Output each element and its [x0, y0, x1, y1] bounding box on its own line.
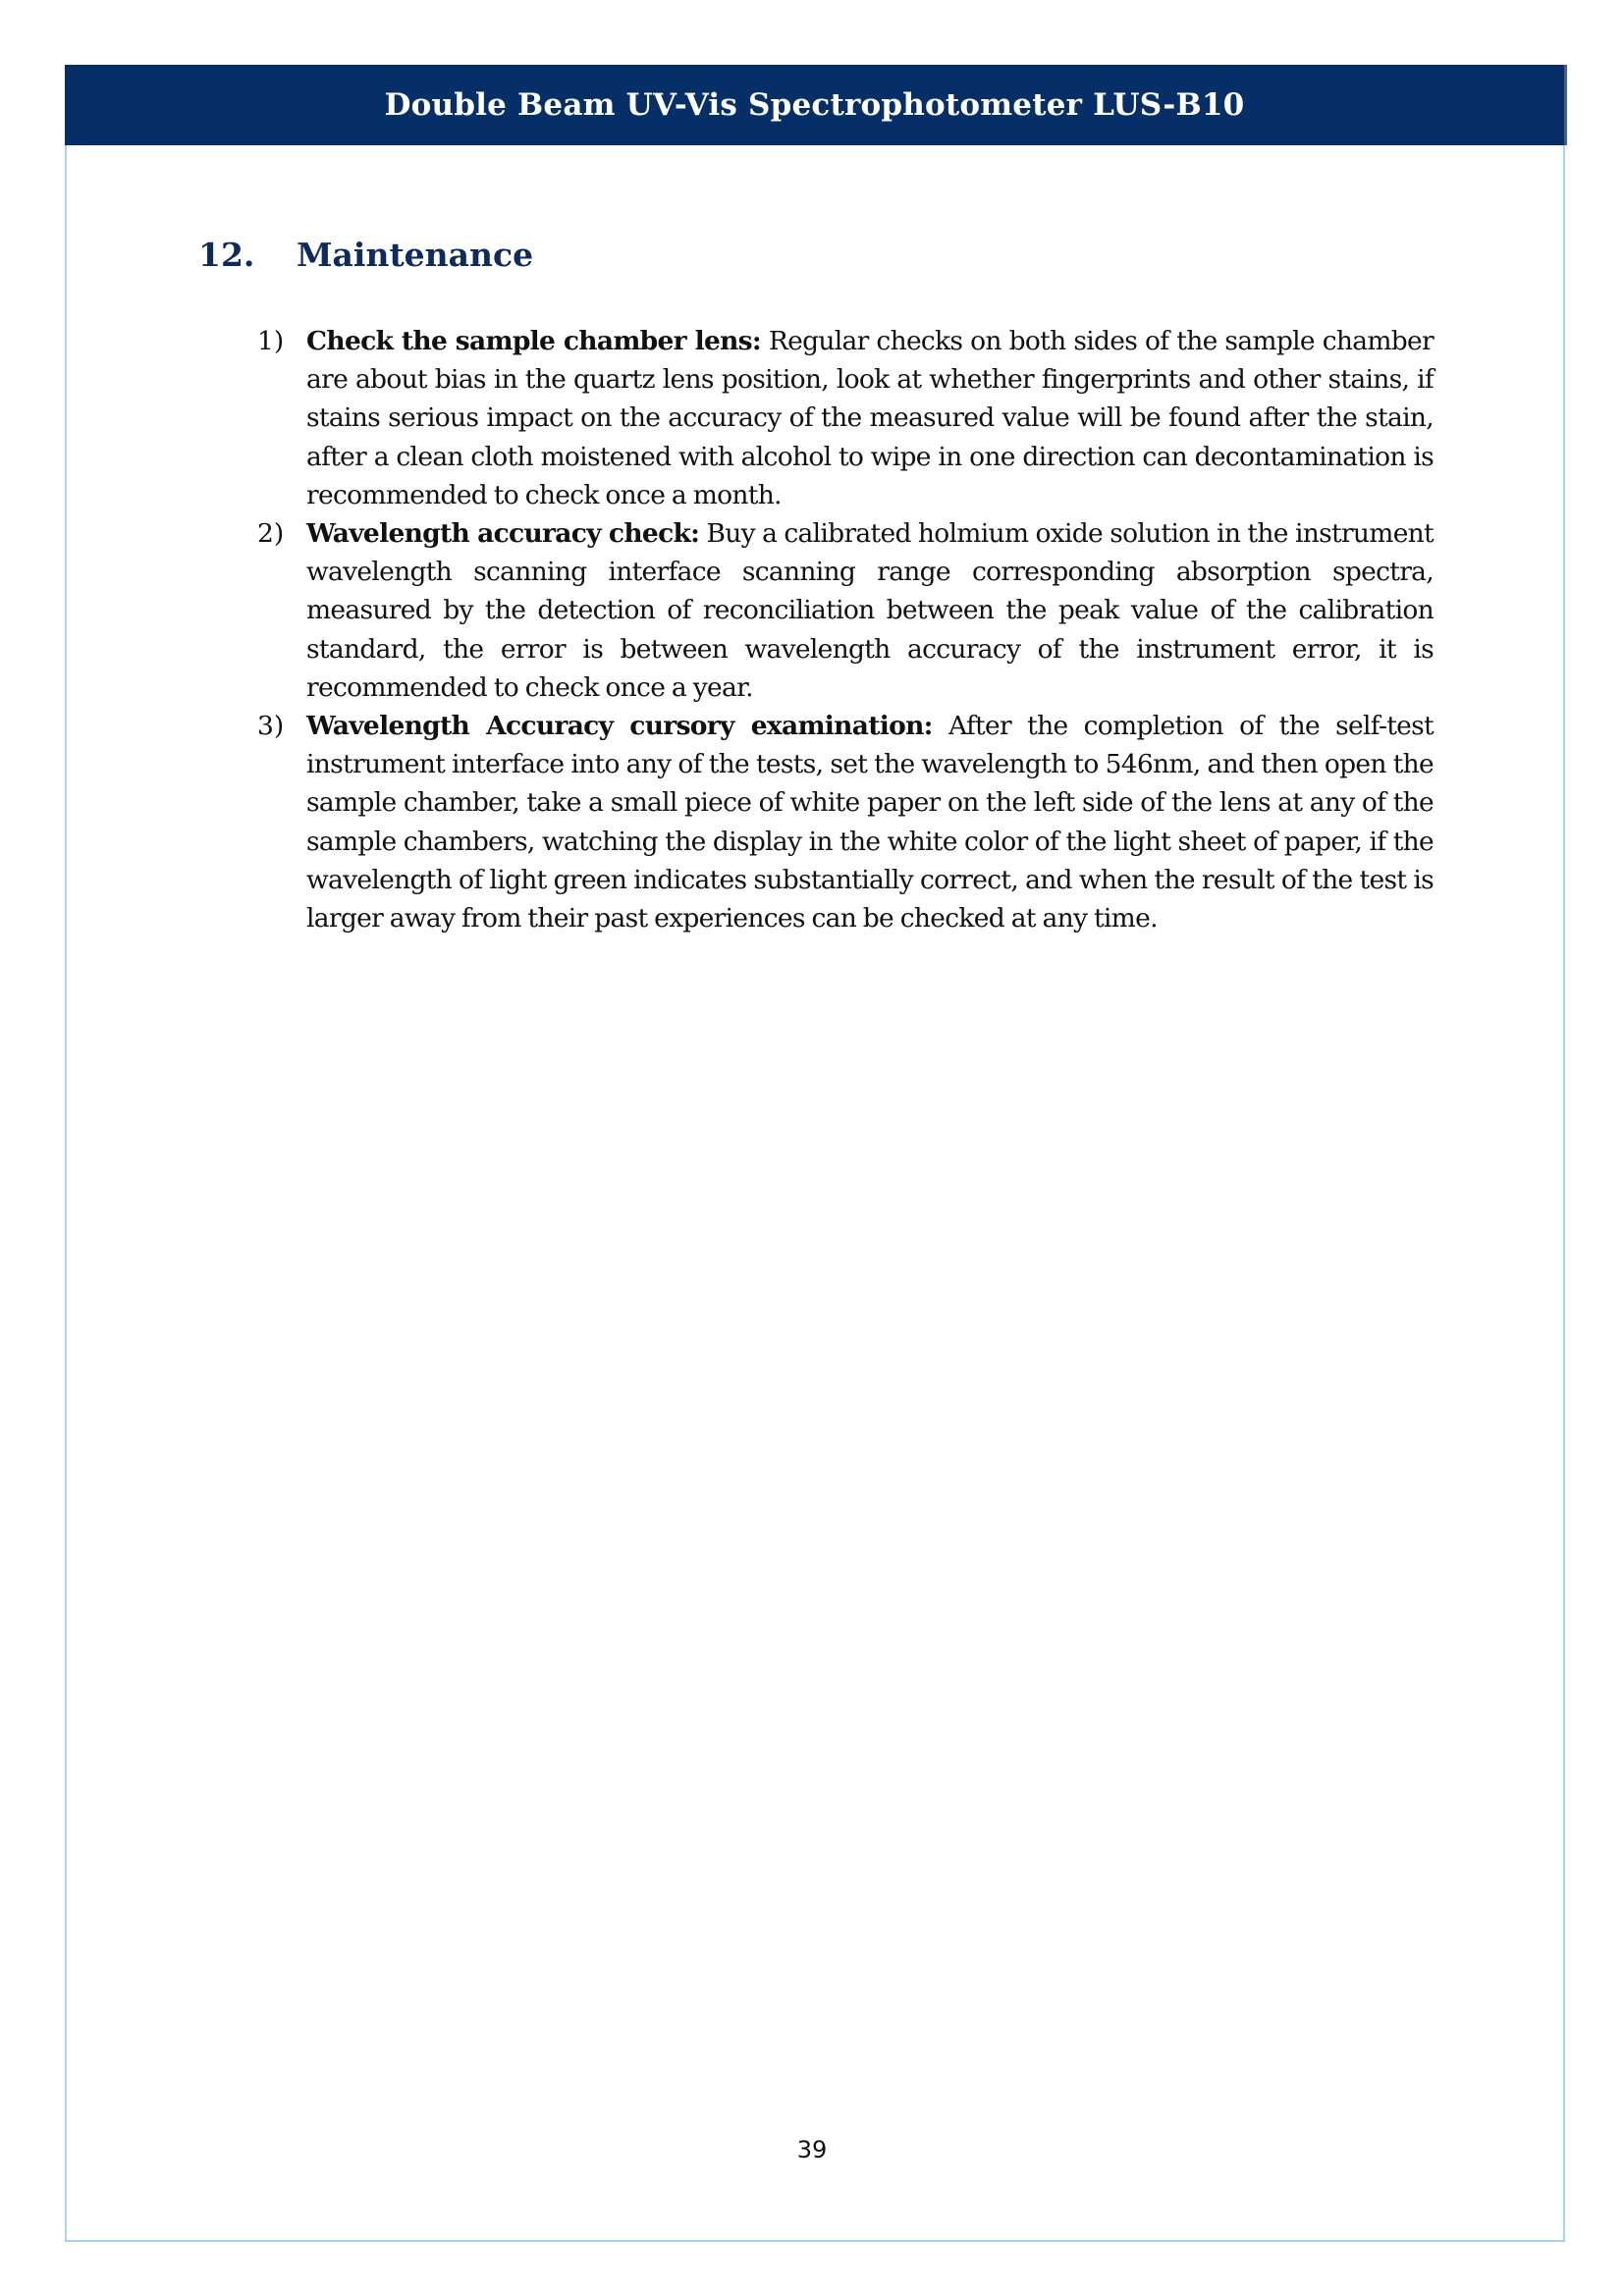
list-item [257, 322, 1434, 514]
list-item-body: Regular checks on both sides of the sample chamber are about bias in the quartz lens position, look at whether fingerprints and other stains, if stains serious impact on the accuracy of the measured value will be found after the stain, after a clean cloth moistened with alcohol to wipe in one direction can decontamination is recommended to check once a month. [306, 326, 1434, 510]
list-item-marker: 3) [257, 711, 285, 742]
list-item-title: Check the sample chamber lens: [306, 326, 761, 356]
section-title: Maintenance [297, 236, 534, 274]
list-item-title: Wavelength accuracy check: [306, 518, 700, 550]
list-item-text [306, 514, 1434, 707]
list-item [257, 707, 1434, 937]
list-item [257, 514, 1434, 707]
document-title: Double Beam UV-Vis Spectrophotometer LUS-B10 [384, 87, 1245, 123]
list-item-marker: 1) [257, 326, 285, 356]
list-item-body: After the completion of the self-test instrument interface into any of the tests, set the wavelength to 546nm, and then open the sample chamber, take a small piece of white paper on the left side of the lens at any of the sample chambers, watching the display in the white color of the light sheet of paper, if the wavelength of light green indicates substantially correct, and when the result of the test is larger away from their past experiences can be checked at any time. [306, 711, 1434, 934]
section-heading [198, 236, 533, 274]
page-number: 39 [796, 2136, 828, 2163]
list-item-title: Wavelength Accuracy cursory examination: [306, 711, 933, 742]
list-item-text [306, 322, 1434, 514]
list-item-marker: 2) [257, 518, 285, 550]
list-item-text [306, 707, 1434, 937]
list-item-body: Buy a calibrated holmium oxide solution in the instrument wavelength scanning interface scanning range corresponding absorption spectra, measured by the detection of reconciliation between the peak value of the calibration standard, the error is between wavelength accuracy of the instrument error, it is recommended to check once a year. [306, 518, 1434, 703]
document-header [65, 65, 1567, 145]
section-number: 12. [198, 236, 255, 274]
maintenance-list [257, 322, 1434, 937]
